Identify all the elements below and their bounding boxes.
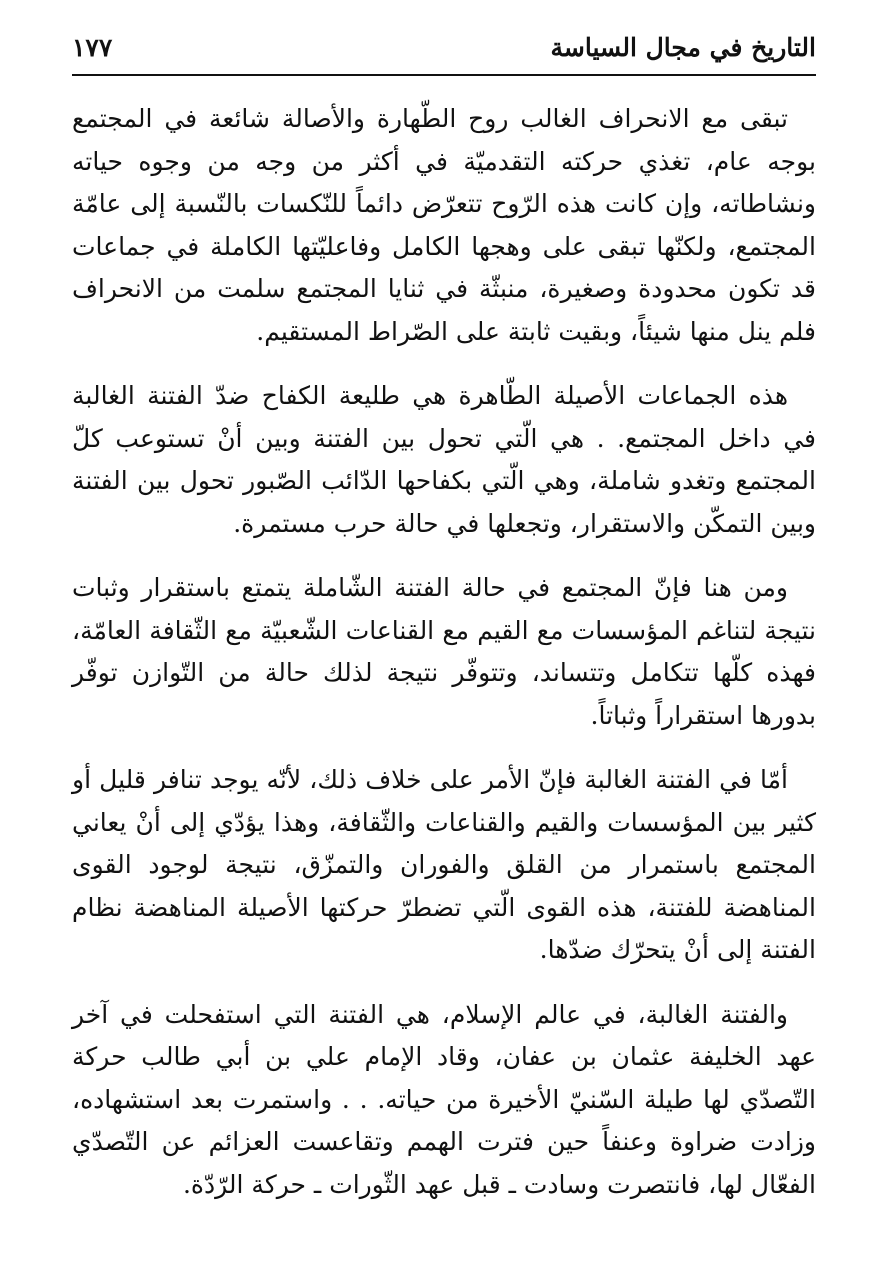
header-rule [72,74,816,76]
page-number: ١٧٧ [72,33,113,62]
running-header-title: التاريخ في مجال السياسة [550,33,816,62]
paragraph-2: هذه الجماعات الأصيلة الطّاهرة هي طليعة الكفاح ضدّ الفتنة الغالبة في داخل المجتمع. . هي الّتي تحول بين الفتنة وبين أنْ تستوعب كلّ المجتمع وتغدو شاملة، وهي الّتي بكفاحها الدّائب الصّبور تحول بين الفتنة وبين التمكّن والاستقرار، وتجعلها في حالة حرب مستمرة. [72,381,816,538]
body-text [72,98,816,1228]
running-header [72,30,816,74]
paragraph-1: تبقى مع الانحراف الغالب روح الطّهارة والأصالة شائعة في المجتمع بوجه عام، تغذي حركته التقدميّة في أكثر من وجه من وجوه حياته ونشاطاته، وإن كانت هذه الرّوح تتعرّض دائماً للنّكسات بالنّسبة إلى عامّة المجتمع، ولكنّها تبقى على وهجها الكامل وفاعليّتها الكاملة في جماعات قد تكون محدودة وصغيرة، منبثّة في ثنايا المجتمع سلمت من الانحراف فلم ينل منها شيئاً، وبقيت ثابتة على الصّراط المستقيم. [72,104,816,346]
paragraph-4: أمّا في الفتنة الغالبة فإنّ الأمر على خلاف ذلك، لأنّه يوجد تنافر قليل أو كثير بين المؤسسات والقيم والقناعات والثّقافة، وهذا يؤدّي إلى أنْ يعاني المجتمع باستمرار من القلق والفوران والتمزّق، نتيجة لوجود القوى المناهضة للفتنة، هذه القوى الّتي تضطرّ حركتها الأصيلة المناهضة نظام الفتنة إلى أنْ يتحرّك ضدّها. [72,765,816,964]
paragraph-5: والفتنة الغالبة، في عالم الإسلام، هي الفتنة التي استفحلت في آخر عهد الخليفة عثمان بن عفان، وقاد الإمام علي بن أبي طالب حركة التّصدّي لها طيلة السّنيّ الأخيرة من حياته. . . واستمرت بعد استشهاده، وزادت ضراوة وعنفاً حين فترت الهمم وتقاعست العزائم عن التّصدّي الفعّال لها، فانتصرت وسادت ـ قبل عهد الثّورات ـ حركة الرّدّة. [72,999,816,1199]
paragraph-3: ومن هنا فإنّ المجتمع في حالة الفتنة الشّاملة يتمتع باستقرار وثبات نتيجة لتناغم المؤسسات مع القيم مع القناعات الشّعبيّة مع الثّقافة العامّة، فهذه كلّها تتكامل وتتساند، وتتوفّر نتيجة لذلك حالة من التّوازن توفّر بدورها استقراراً وثباتاً. [72,573,816,730]
